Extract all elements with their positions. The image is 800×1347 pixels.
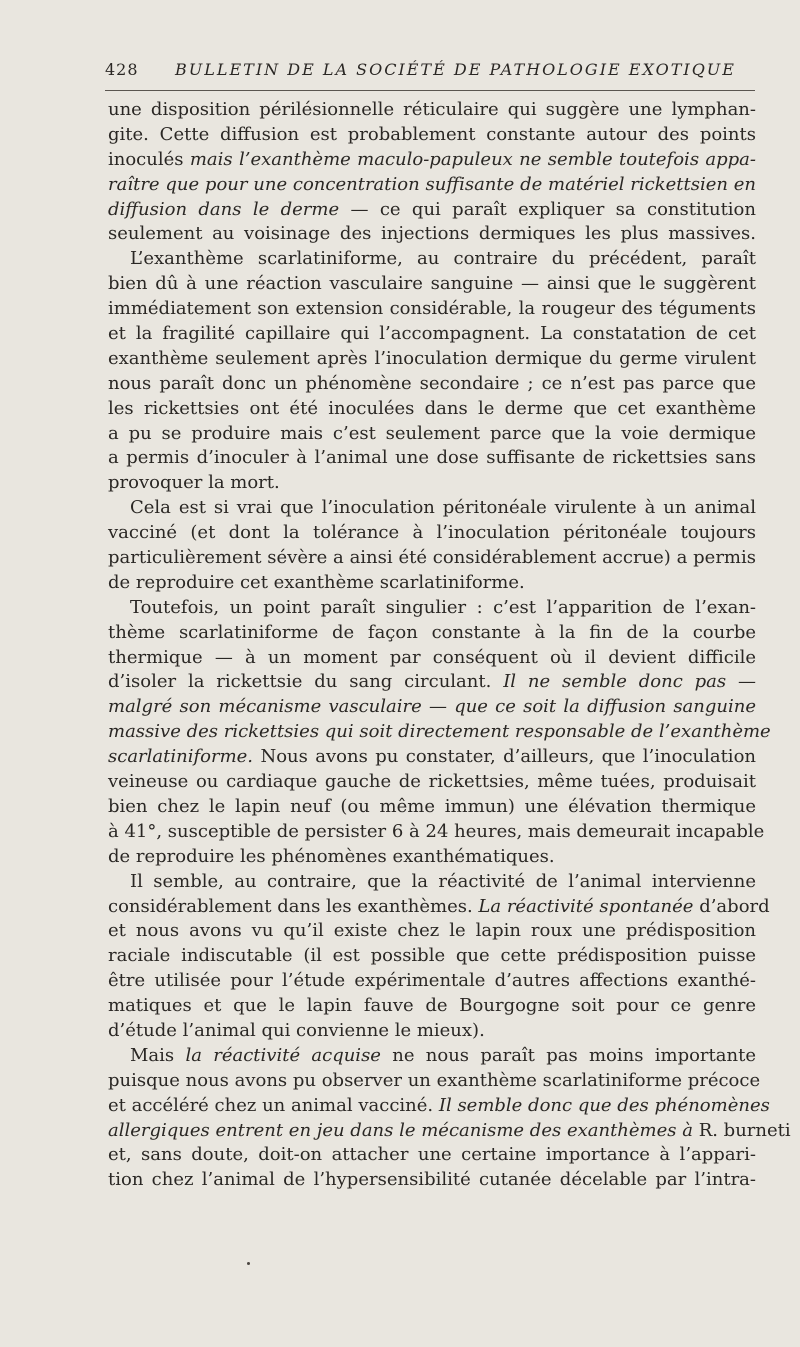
text-span: considérablement dans les exanthèmes. — [108, 895, 479, 917]
italic-text: diffusion dans le derme — [108, 198, 340, 220]
text-line: Il semble, au contraire, que la réactivité de l’animal intervienne — [130, 870, 756, 892]
text-line — [108, 745, 756, 770]
text-line: thermique — à un moment par conséquent où il devient difficile — [108, 646, 756, 668]
page-header — [105, 60, 755, 90]
text-line: être utilisée pour l’étude expérimentale d’autres affections exanthé- — [108, 970, 756, 992]
text-line: et la fragilité capillaire qui l’accompagnent. La constatation de cet — [108, 323, 756, 345]
text-line: vacciné (et dont la tolérance à l’inoculation péritonéale toujours — [108, 522, 756, 544]
text-line: puisque nous avons pu observer un exanthème scarlatiniforme précoce — [108, 1069, 761, 1091]
text-line: à 41°, susceptible de persister 6 à 24 heures, mais demeurait incapable — [108, 820, 765, 842]
text-line — [108, 1119, 791, 1144]
italic-text: La réactivité spontanée — [478, 895, 694, 917]
text-line: immédiatement son extension considérable, la rougeur des téguments — [108, 298, 756, 320]
text-line — [108, 670, 756, 695]
text-line: nous paraît donc un phénomène secondaire ; ce n’est pas parce que — [108, 372, 756, 394]
text-span: ne nous paraît pas moins importante — [380, 1044, 756, 1066]
text-line: et nous avons vu qu’il existe chez le lapin roux une prédisposition — [108, 920, 756, 942]
text-line: provoquer la mort. — [108, 472, 280, 494]
text-line: tion chez l’animal de l’hypersensibilité cutanée décelable par l’intra- — [108, 1169, 756, 1191]
text-line — [108, 198, 756, 223]
text-line — [108, 148, 756, 173]
text-span: d’abord — [693, 895, 770, 917]
text-line: a pu se produire mais c’est seulement parce que la voie dermique — [108, 422, 756, 444]
italic-text: allergiques entrent en jeu dans le mécanisme des exanthèmes à — [108, 1119, 693, 1141]
text-line: a permis d’inoculer à l’animal une dose suffisante de rickettsies sans — [108, 447, 756, 469]
text-line: d’étude l’animal qui convienne le mieux). — [108, 1019, 485, 1041]
page-mark — [247, 1262, 250, 1265]
text-line: thème scarlatiniforme de façon constante à la fin de la courbe — [108, 621, 756, 643]
text-line: et, sans doute, doit-on attacher une certaine importance à l’appari- — [108, 1144, 756, 1166]
text-line — [108, 1044, 756, 1069]
text-line: raciale indiscutable (il est possible que cette prédisposition puisse — [108, 945, 756, 967]
text-line: Cela est si vrai que l’inoculation péritonéale virulente à un animal — [130, 497, 756, 519]
text-line: bien chez le lapin neuf (ou même immun) une élévation thermique — [108, 795, 756, 817]
text-line: malgré son mécanisme vasculaire — que ce soit la diffusion sanguine — [108, 696, 756, 718]
text-line: Toutefois, un point paraît singulier : c’est l’apparition de l’exan- — [130, 596, 756, 618]
text-line: veineuse ou cardiaque gauche de rickettsies, même tuées, produisait — [108, 771, 756, 793]
italic-text: la réactivité acquise — [185, 1044, 381, 1066]
text-span: d’isoler la rickettsie du sang circulant. — [108, 671, 504, 693]
text-span: Mais — [130, 1044, 186, 1066]
text-span: et accéléré chez un animal vacciné. — [108, 1094, 439, 1116]
text-line: L’exanthème scarlatiniforme, au contraire du précédent, paraît — [130, 248, 756, 270]
page-number: 428 — [105, 60, 139, 79]
header-rule — [105, 90, 755, 91]
running-title: BULLETIN DE LA SOCIÉTÉ DE PATHOLOGIE EXOTIQUE — [175, 60, 736, 79]
italic-text: mais l’exanthème maculo-papuleux ne semble toutefois appa- — [189, 148, 756, 170]
text-line: les rickettsies ont été inoculées dans le derme que cet exanthème — [108, 397, 756, 419]
text-span: inoculés — [108, 148, 190, 170]
italic-text: scarlatiniforme. — [108, 746, 254, 768]
body-text — [108, 98, 791, 1193]
italic-text: Il semble donc que des phénomènes — [438, 1094, 770, 1116]
italic-text: Il ne semble donc pas — — [503, 671, 756, 693]
text-line — [108, 895, 770, 920]
text-line: gite. Cette diffusion est probablement constante autour des points — [108, 123, 756, 145]
text-line: de reproduire les phénomènes exanthématiques. — [108, 845, 555, 867]
text-span: R. burneti — [692, 1119, 791, 1141]
text-line: massive des rickettsies qui soit directement responsable de l’exanthème — [108, 721, 771, 743]
text-span: Nous avons pu constater, d’ailleurs, que l’inoculation — [253, 746, 756, 768]
text-line: bien dû à une réaction vasculaire sanguine — ainsi que le suggèrent — [108, 273, 756, 295]
text-line: de reproduire cet exanthème scarlatiniforme. — [108, 571, 525, 593]
text-line: matiques et que le lapin fauve de Bourgogne soit pour ce genre — [108, 995, 756, 1017]
text-line: seulement au voisinage des injections dermiques les plus massives. — [108, 223, 756, 245]
text-line: une disposition périlésionnelle réticulaire qui suggère une lymphan- — [108, 99, 756, 120]
text-line: raître que pour une concentration suffisante de matériel rickettsien en — [108, 173, 756, 195]
text-span: — ce qui paraît expliquer sa constitution — [339, 198, 756, 220]
text-line: particulièrement sévère a ainsi été considérablement accrue) a permis — [108, 547, 756, 569]
text-line — [108, 1094, 770, 1119]
text-line: exanthème seulement après l’inoculation dermique du germe virulent — [108, 347, 756, 369]
